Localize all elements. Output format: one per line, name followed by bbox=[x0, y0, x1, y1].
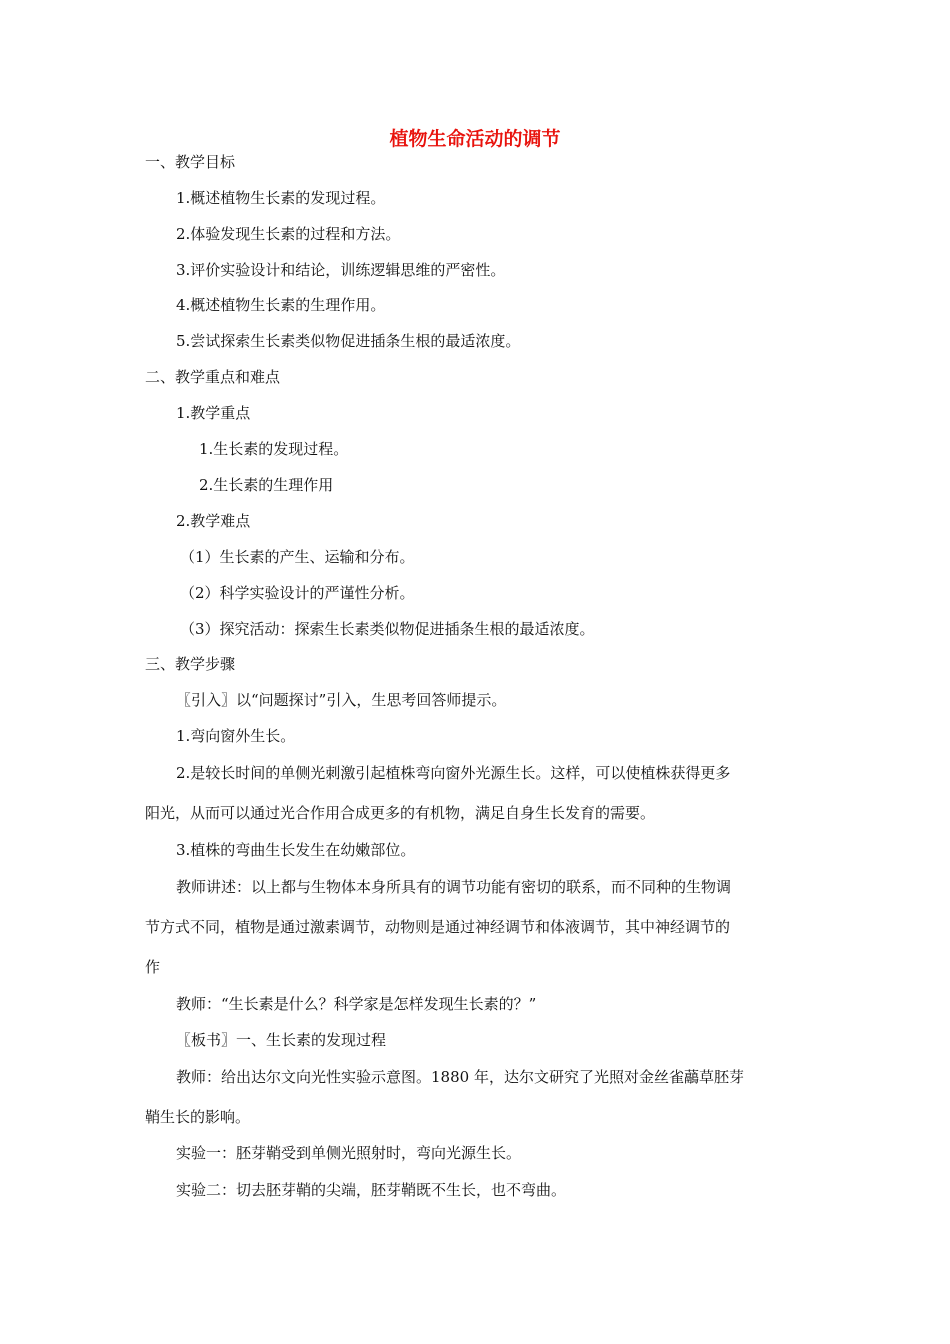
objective-item: 3.评价实验设计和结论，训练逻辑思维的严密性。 bbox=[176, 261, 506, 279]
paragraph-line: 教师讲述：以上都与生物体本身所具有的调节功能有密切的联系，而不同种的生物调 bbox=[176, 878, 732, 896]
key-point-item: 1.生长素的发现过程。 bbox=[199, 440, 349, 458]
section-heading: 三、教学步骤 bbox=[145, 655, 236, 673]
difficult-point-item: （2）科学实验设计的严谨性分析。 bbox=[180, 584, 415, 602]
experiment-item: 实验一：胚芽鞘受到单侧光照射时，弯向光源生长。 bbox=[176, 1144, 522, 1162]
paragraph-line: 阳光，从而可以通过光合作用合成更多的有机物，满足自身生长发育的需要。 bbox=[145, 804, 656, 822]
experiment-item: 实验二：切去胚芽鞘的尖端，胚芽鞘既不生长，也不弯曲。 bbox=[176, 1181, 567, 1199]
key-point-item: 2.生长素的生理作用 bbox=[199, 476, 334, 494]
paragraph-line: 教师：给出达尔文向光性实验示意图。1880 年，达尔文研究了光照对金丝雀虉草胚芽 bbox=[176, 1068, 744, 1086]
section-heading: 一、教学目标 bbox=[145, 153, 236, 171]
paragraph: 教师：“生长素是什么？科学家是怎样发现生长素的？” bbox=[176, 995, 537, 1013]
objective-item: 1.概述植物生长素的发现过程。 bbox=[176, 189, 386, 207]
objective-item: 5.尝试探索生长素类似物促进插条生根的最适浓度。 bbox=[176, 332, 521, 350]
difficult-point-item: （1）生长素的产生、运输和分布。 bbox=[180, 548, 415, 566]
subsection-heading: 2.教学难点 bbox=[176, 512, 251, 530]
paragraph-line: 鞘生长的影响。 bbox=[145, 1108, 251, 1126]
subsection-heading: 1.教学重点 bbox=[176, 404, 251, 422]
section-heading: 二、教学重点和难点 bbox=[145, 368, 281, 386]
document-title: 植物生命活动的调节 bbox=[389, 128, 561, 150]
objective-item: 4.概述植物生长素的生理作用。 bbox=[176, 296, 386, 314]
paragraph: 〖引入〗以“问题探讨”引入，生思考回答师提示。 bbox=[176, 691, 507, 709]
objective-item: 2.体验发现生长素的过程和方法。 bbox=[176, 225, 401, 243]
paragraph-line: 2.是较长时间的单侧光刺激引起植株弯向窗外光源生长。这样，可以使植株获得更多 bbox=[176, 764, 731, 782]
board-note: 〖板书〗一、生长素的发现过程 bbox=[176, 1031, 387, 1049]
paragraph: 3.植株的弯曲生长发生在幼嫩部位。 bbox=[176, 841, 416, 859]
difficult-point-item: （3）探究活动：探索生长素类似物促进插条生根的最适浓度。 bbox=[180, 620, 595, 638]
paragraph: 1.弯向窗外生长。 bbox=[176, 727, 296, 745]
paragraph-line: 作 bbox=[145, 958, 161, 976]
paragraph-line: 节方式不同，植物是通过激素调节，动物则是通过神经调节和体液调节，其中神经调节的 bbox=[145, 918, 731, 936]
